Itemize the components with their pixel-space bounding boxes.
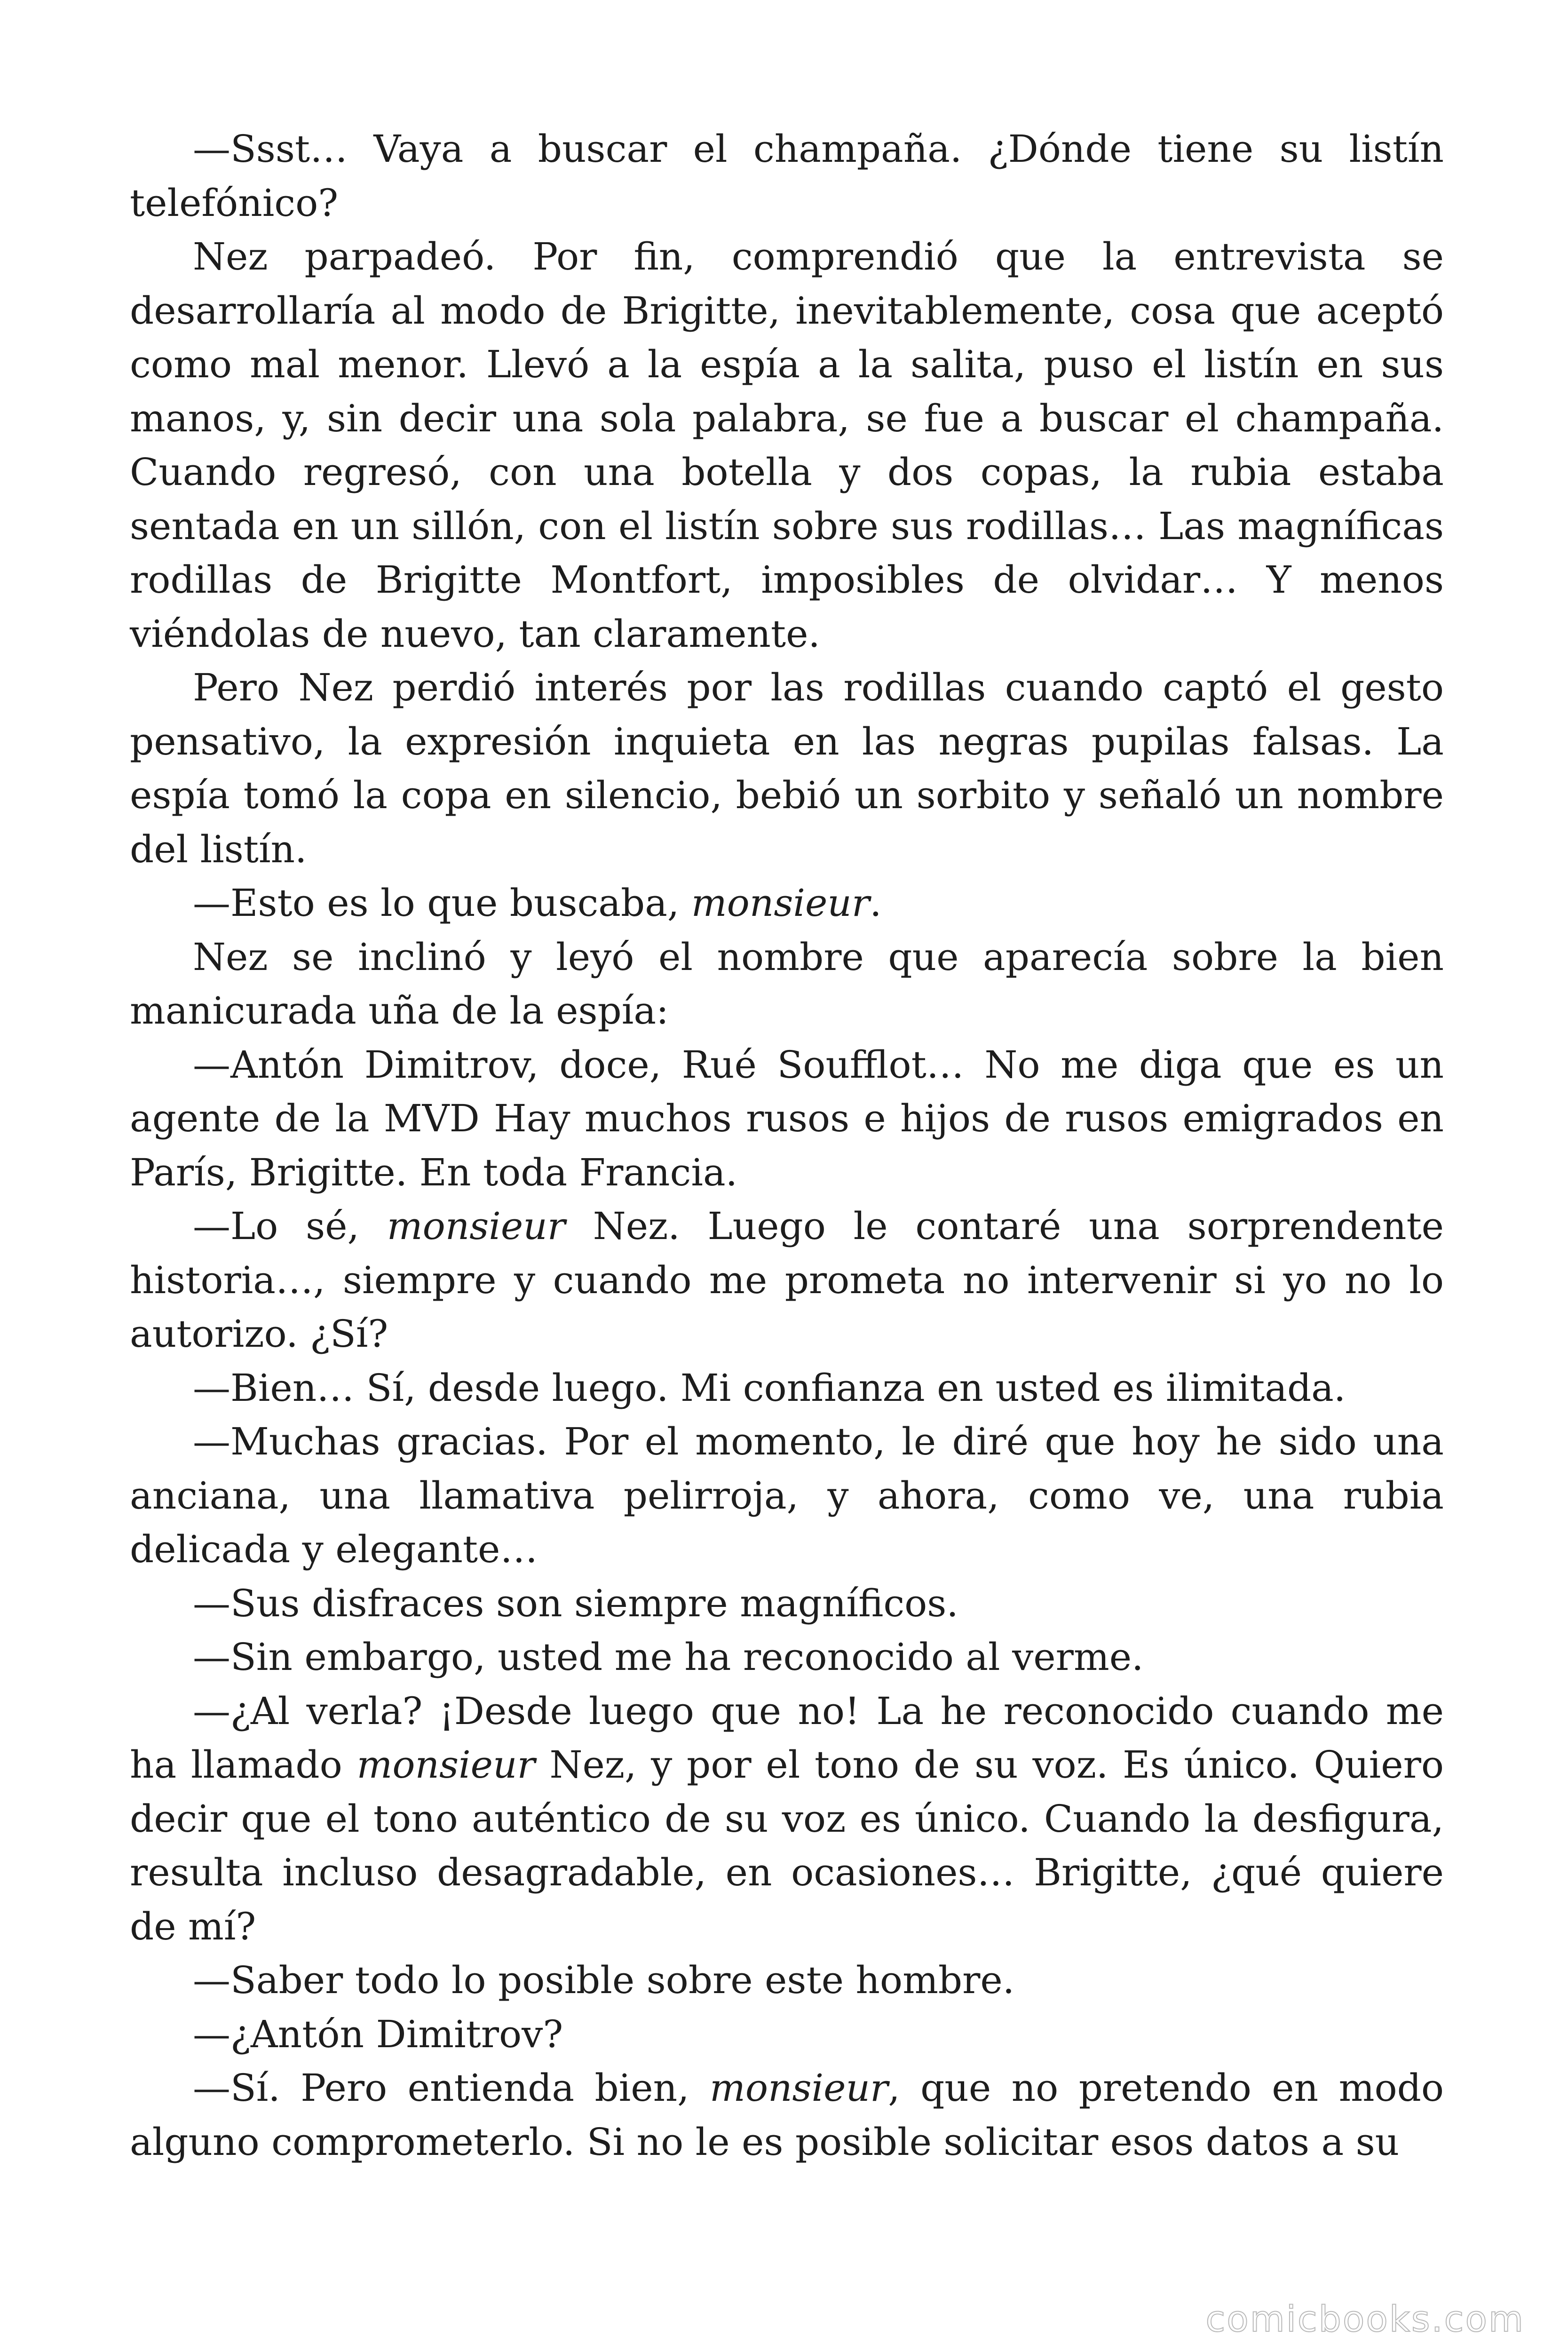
- italic-word: monsieur: [691, 881, 870, 925]
- paragraph-text: —Esto es lo que buscaba,: [193, 881, 691, 925]
- paragraph-7: [130, 1200, 1444, 1361]
- paragraph-6: [130, 1038, 1444, 1200]
- paragraph-text: —¿Al verla? ¡Desde luego que no! La he reconocido cuando me ha llamado: [130, 1689, 1444, 1787]
- paragraph-3: [130, 661, 1444, 876]
- paragraph-text: —Sus disfraces son siempre magníficos.: [193, 1581, 958, 1625]
- paragraph-text: —Saber todo lo posible sobre este hombre.: [193, 1958, 1015, 2002]
- paragraph-text: Nez, y por el tono de su voz. Es único. Quiero decir que el tono auténtico de su voz es único. Cuando la desfigura, resulta incluso desagradable, en ocasiones… Brigitte, ¿qué quiere de mí?: [130, 1743, 1444, 1948]
- paragraph-1: [130, 122, 1444, 230]
- paragraph-text: —Antón Dimitrov, doce, Rué Soufflot… No me diga que es un agente de la MVD Hay muchos rusos e hijos de rusos emigrados en París, Brigitte. En toda Francia.: [130, 1042, 1444, 1194]
- italic-word: monsieur: [356, 1743, 535, 1787]
- paragraph-text: —Sin embargo, usted me ha reconocido al verme.: [193, 1635, 1144, 1679]
- italic-word: monsieur: [709, 2066, 888, 2110]
- paragraph-14: [130, 2008, 1444, 2062]
- italic-word: monsieur: [387, 1204, 565, 1248]
- paragraph-text: .: [870, 881, 882, 925]
- page-body: [130, 122, 1444, 2169]
- paragraph-13: [130, 1954, 1444, 2008]
- paragraph-text: Nez. Luego le contaré una sorprendente historia…, siempre y cuando me prometa no intervenir si yo no lo autorizo. ¿Sí?: [130, 1204, 1444, 1356]
- paragraph-8: [130, 1361, 1444, 1415]
- paragraph-text: —Ssst… Vaya a buscar el champaña. ¿Dónde tiene su listín telefónico?: [130, 127, 1444, 225]
- paragraph-text: Nez se inclinó y leyó el nombre que aparecía sobre la bien manicurada uña de la espía:: [130, 935, 1444, 1033]
- paragraph-text: Nez parpadeó. Por fin, comprendió que la entrevista se desarrollaría al modo de Brigitte, inevitablemente, cosa que aceptó como mal menor. Llevó a la espía a la salita, puso el listín en sus manos, y, sin decir una sola palabra, se fue a buscar el champaña. Cuando regresó, con una botella y dos copas, la rubia estaba sentada en un sillón, con el listín sobre sus rodillas… Las magníficas rodillas de Brigitte Montfort, imposibles de olvidar… Y menos viéndolas de nuevo, tan claramente.: [130, 235, 1444, 656]
- paragraph-10: [130, 1577, 1444, 1631]
- paragraph-text: Pero Nez perdió interés por las rodillas cuando captó el gesto pensativo, la expresión inquieta en las negras pupilas falsas. La espía tomó la copa en silencio, bebió un sorbito y señaló un nombre del listín.: [130, 666, 1444, 871]
- watermark: comicbooks.com: [1205, 2298, 1525, 2340]
- paragraph-9: [130, 1415, 1444, 1577]
- paragraph-2: [130, 230, 1444, 661]
- paragraph-text: —Sí. Pero entienda bien,: [193, 2066, 710, 2110]
- paragraph-11: [130, 1630, 1444, 1685]
- paragraph-12: [130, 1685, 1444, 1954]
- paragraph-15: [130, 2061, 1444, 2169]
- paragraph-text: —Muchas gracias. Por el momento, le diré que hoy he sido una anciana, una llamativa pelirroja, y ahora, como ve, una rubia delicada y elegante…: [130, 1420, 1444, 1571]
- paragraph-text: , que no pretendo en modo alguno comprometerlo. Si no le es posible solicitar esos datos a su: [130, 2066, 1444, 2164]
- paragraph-5: [130, 930, 1444, 1038]
- paragraph-text: —Lo sé,: [193, 1204, 387, 1248]
- paragraph-4: [130, 876, 1444, 930]
- paragraph-text: —¿Antón Dimitrov?: [193, 2012, 563, 2056]
- paragraph-text: —Bien… Sí, desde luego. Mi confianza en usted es ilimitada.: [193, 1366, 1346, 1410]
